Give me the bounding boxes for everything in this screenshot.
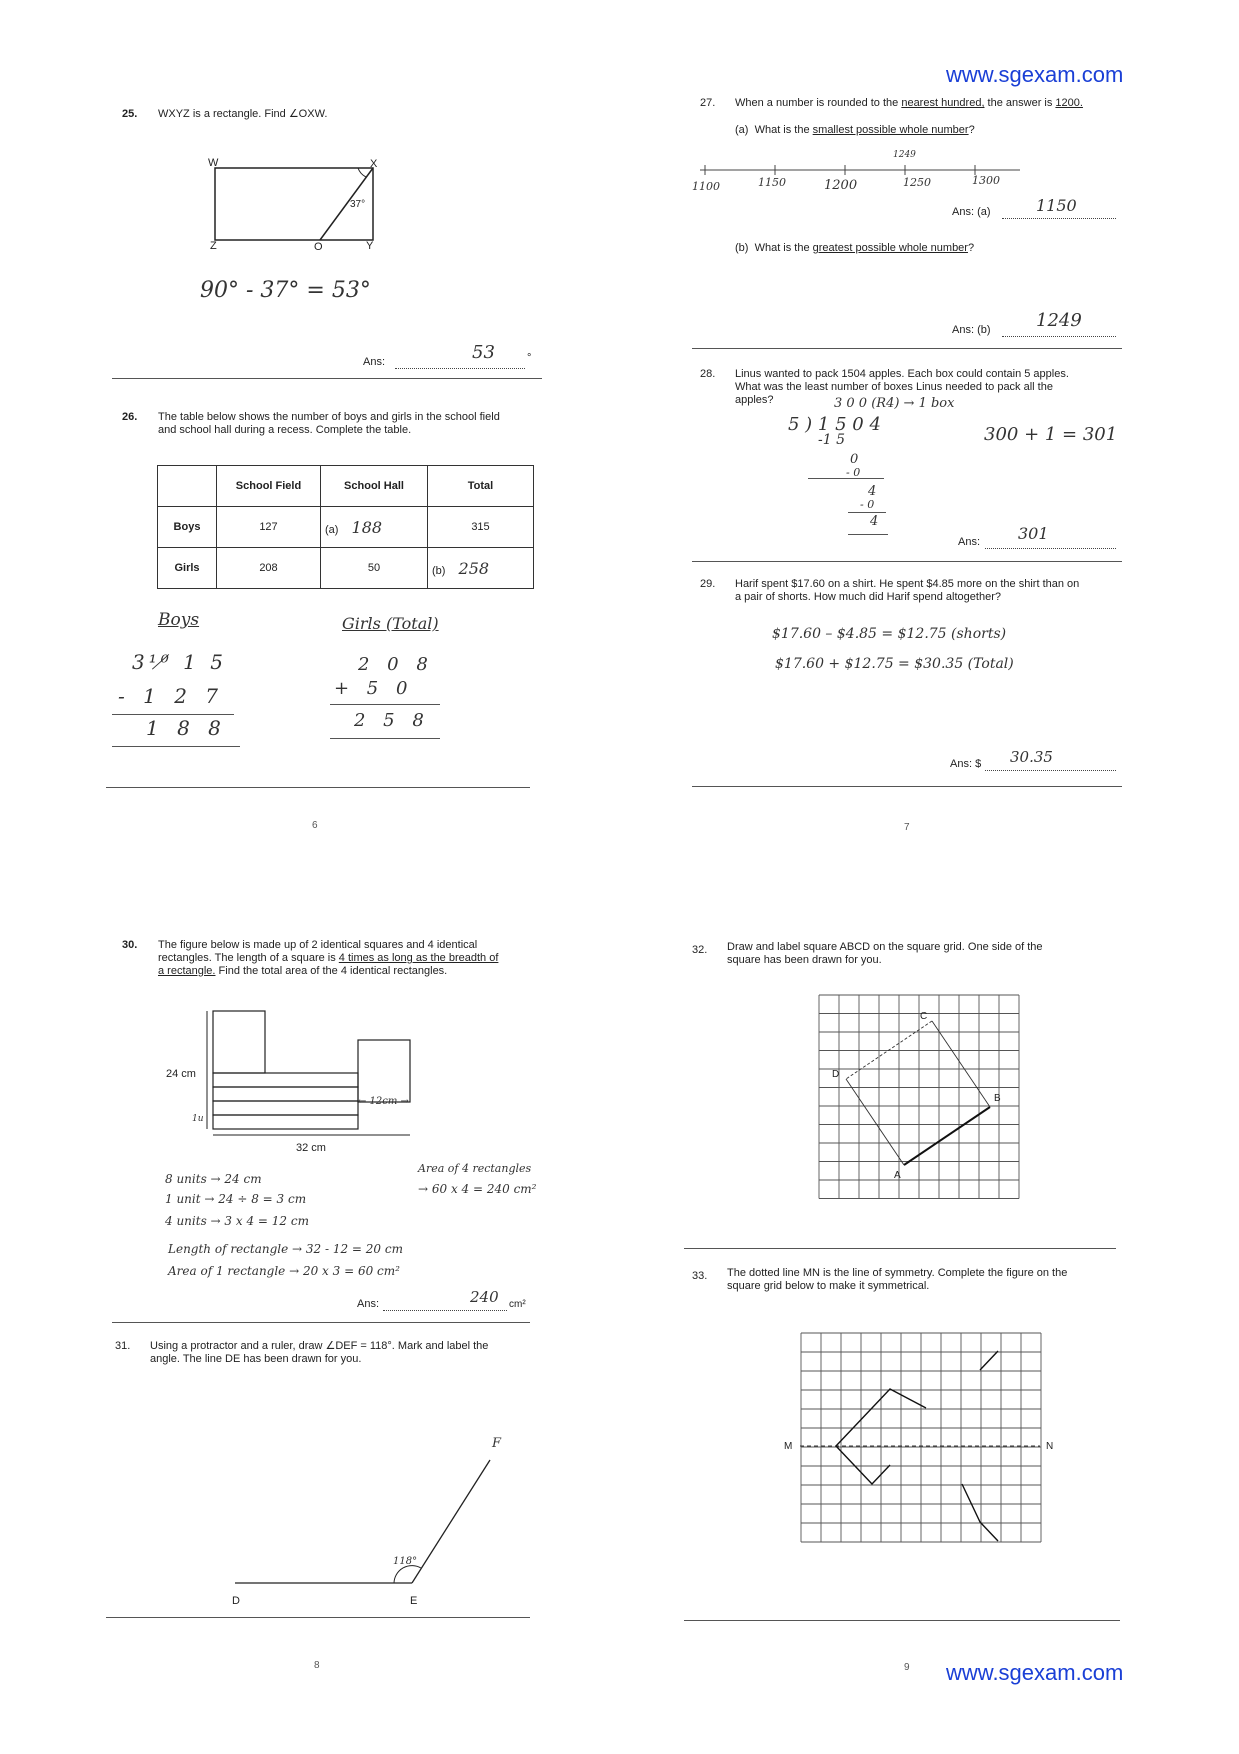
q26-work-girls-l3: 2 5 8 (354, 710, 430, 731)
table-cell-girls-total[interactable] (428, 548, 534, 589)
q30-text-l2-u: 4 times as long as the breadth of (338, 952, 499, 964)
q30-work-r1: Area of 4 rectangles (418, 1162, 532, 1175)
q28-divider (692, 561, 1122, 562)
table-cell: 208 (217, 548, 321, 589)
q33-text-l1: The dotted line MN is the line of symmetry. Complete the figure on the (727, 1267, 1068, 1279)
q27-tick-1250: 1250 (903, 176, 931, 189)
q30-rect-4 (213, 1115, 358, 1129)
q30-divider (112, 1322, 530, 1323)
q28-work-s4: 4 (868, 484, 877, 499)
page-number-6: 6 (312, 820, 318, 831)
q31-line-ef (412, 1460, 490, 1583)
q27-ans-b-label: Ans: (b) (952, 324, 991, 336)
q31-angle-118: 118° (393, 1556, 418, 1567)
site-watermark-top[interactable]: www.sgexam.com (946, 62, 1124, 87)
q26-girls-line1 (330, 704, 440, 705)
q27a-post: ? (968, 124, 975, 136)
q30-text-l2-pre: rectangles. The length of a square is (158, 952, 339, 964)
q25-answer: 53 (472, 342, 495, 363)
table-row (158, 507, 534, 548)
q30-dim-width: 32 cm (296, 1142, 326, 1154)
q27-text (735, 97, 1083, 110)
q30-square-right (358, 1040, 410, 1102)
q28-ans-label: Ans: (958, 536, 981, 548)
q28-text-l2: What was the least number of boxes Linus needed to pack all the (735, 381, 1053, 393)
page-number-7: 7 (904, 822, 910, 833)
q27a-text (735, 124, 975, 137)
q27-ans-a-label: Ans: (a) (952, 206, 991, 218)
q33-grid (800, 1332, 1042, 1562)
q27-tick-1150: 1150 (758, 176, 786, 189)
q33-text-l2: square grid below to make it symmetrical. (727, 1280, 930, 1292)
table-cell-boys-label: Boys (158, 507, 217, 548)
q25-text: WXYZ is a rectangle. Find ∠OXW. (158, 108, 328, 120)
q30-work-l3: 4 units → 3 x 4 = 12 cm (165, 1214, 309, 1228)
q25-divider (112, 378, 542, 379)
q32-grid-lines (819, 995, 1019, 1199)
q30-number: 30. (122, 939, 138, 951)
q29-divider (692, 786, 1122, 787)
q27b-tag: (b) (735, 242, 749, 254)
q25-label-w: W (208, 157, 219, 169)
q30-text-l1: The figure below is made up of 2 identical squares and 4 identical (158, 939, 478, 951)
table-cell: 50 (321, 548, 428, 589)
q29-ans-label: Ans: $ (950, 758, 982, 770)
q28-answer: 301 (1018, 524, 1049, 543)
q33-figure-top-right (980, 1351, 998, 1370)
q27-text-mid: the answer is (984, 97, 1056, 109)
q32-side-ab (904, 1107, 990, 1165)
q32-side-bc (932, 1021, 990, 1107)
q28-work-quotient: 3 0 0 (R4) → 1 box (834, 396, 955, 411)
q27a-u: smallest possible whole number (812, 124, 969, 136)
q33-figure-bottom-left (836, 1446, 890, 1484)
q27-ans-a-line (1002, 218, 1116, 219)
q26-work-boys-l2: - 1 2 7 (118, 684, 225, 708)
q28-work-s3: - 0 (846, 466, 861, 479)
q26-boys-line2 (112, 746, 240, 747)
q28-work-right: 300 + 1 = 301 (984, 424, 1118, 445)
q31-label-d: D (232, 1595, 240, 1607)
q32-number: 32. (692, 944, 708, 956)
q31-angle-figure (225, 1440, 515, 1590)
q26-work-boys-l1: 3¹⁰̸ 1 5 (132, 650, 227, 674)
q30-work-r2: → 60 x 4 = 240 cm² (418, 1182, 537, 1196)
q25-label-z: Z (210, 240, 217, 252)
q25-label-x: X (370, 158, 378, 170)
q30-figure (195, 1005, 425, 1155)
q26-work-girls-l1: 2 0 8 (358, 654, 434, 675)
q27b-text (735, 242, 974, 255)
q26-boys-line1 (112, 714, 234, 715)
q27-text-pre: When a number is rounded to the (735, 97, 902, 109)
q27b-post: ? (967, 242, 975, 254)
q28-number: 28. (700, 368, 716, 380)
table-cell: 315 (428, 507, 534, 548)
q25-answer-unit: ° (527, 352, 532, 364)
q32-label-b: B (994, 1093, 1001, 1104)
q27-tick-1100: 1100 (692, 180, 720, 193)
q30-rect-3 (213, 1101, 358, 1115)
q25-answer-line (395, 368, 525, 369)
answer-b: 258 (458, 558, 490, 578)
q32-label-a: A (894, 1170, 901, 1181)
q26-work-girls-title: Girls (Total) (342, 614, 439, 633)
q28-ans-line (985, 548, 1116, 549)
q25-label-o: O (314, 241, 323, 253)
q31-divider (106, 1617, 530, 1618)
q26-work-boys-l3: 1 8 8 (146, 716, 227, 740)
q25-label-y: Y (366, 240, 374, 252)
q29-text-l2: a pair of shorts. How much did Harif spend altogether? (735, 591, 1001, 603)
table-header: Total (428, 466, 534, 507)
q30-dim-height: 24 cm (166, 1068, 196, 1080)
q26-work-boys-title: Boys (158, 610, 200, 630)
q27a-tag: (a) (735, 124, 749, 136)
q25-ans-label: Ans: (363, 356, 386, 368)
page-number-9: 9 (904, 1662, 910, 1673)
q32-divider (684, 1248, 1116, 1249)
q30-answer-unit: cm² (509, 1299, 526, 1310)
q28-work-s5: - 0 (860, 498, 875, 511)
q27b-u: greatest possible whole number (812, 242, 968, 254)
q29-ans-line (985, 770, 1116, 771)
q25-number: 25. (122, 108, 138, 120)
answer-a: 188 (351, 517, 383, 537)
site-watermark-bottom[interactable]: www.sgexam.com (946, 1660, 1124, 1685)
q25-angle-arc (358, 168, 366, 177)
q30-rect-2 (213, 1087, 358, 1101)
q27a-pre: What is the (754, 124, 813, 136)
q30-text-l2 (158, 952, 498, 965)
q33-label-m: M (784, 1441, 793, 1452)
q30-work-l5: Area of 1 rectangle → 20 x 3 = 60 cm² (168, 1264, 400, 1278)
q33-divider (684, 1620, 1120, 1621)
q27-answer-a: 1150 (1036, 196, 1077, 215)
q30-ans-label: Ans: (357, 1298, 380, 1310)
q33-grid-lines (801, 1333, 1041, 1542)
q27-tick-1200: 1200 (824, 178, 858, 193)
q31-label-f: F (492, 1436, 502, 1451)
q33-number: 33. (692, 1270, 708, 1282)
q29-work-l1: $17.60 – $4.85 = $12.75 (shorts) (772, 626, 1007, 642)
q30-text-l3 (158, 965, 447, 978)
q28-work-line2 (848, 512, 886, 513)
q26-divider (106, 787, 530, 788)
q25-working: 90° - 37° = 53° (200, 278, 371, 303)
table-row (158, 548, 534, 589)
q30-dim-unit: 1u (192, 1114, 204, 1124)
q30-rect-1 (213, 1073, 358, 1087)
q27-answer-b: 1249 (1036, 310, 1082, 331)
q27-tick-1300: 1300 (972, 174, 1000, 187)
q28-work-s1: -1 5 (818, 432, 845, 448)
q30-text-l3-u: a rectangle. (158, 965, 216, 977)
q30-work-l2: 1 unit → 24 ÷ 8 = 3 cm (165, 1192, 307, 1206)
q30-text-l3-post: Find the total area of the 4 identical rectangles. (215, 965, 448, 977)
blank-tag-b: (b) (432, 564, 446, 577)
q27-text-u2: 1200. (1055, 97, 1083, 109)
blank-tag-a: (a) (325, 523, 339, 536)
q26-number: 26. (122, 411, 138, 423)
q28-work-s2: 0 (850, 452, 859, 467)
q31-number: 31. (115, 1340, 131, 1352)
q32-label-d: D (832, 1069, 840, 1080)
q28-work-line3 (848, 534, 888, 535)
table-cell: 127 (217, 507, 321, 548)
q28-work-line1 (808, 478, 884, 479)
page-number-8: 8 (314, 1660, 320, 1671)
q26-table (157, 465, 534, 589)
table-cell-boys-hall[interactable] (321, 507, 428, 548)
table-cell (158, 466, 217, 507)
q27-ans-b-line (1002, 336, 1116, 337)
q30-answer: 240 (470, 1288, 499, 1306)
q33-figure-bottom-right (962, 1484, 998, 1541)
q30-square-left (213, 1011, 265, 1073)
q26-girls-line2 (330, 738, 440, 739)
q32-label-c: C (920, 1011, 928, 1022)
q30-work-l4: Length of rectangle → 32 - 12 = 20 cm (168, 1242, 403, 1256)
table-cell-girls-label: Girls (158, 548, 217, 589)
table-header: School Hall (321, 466, 428, 507)
q30-dim-12: ← 12cm → (358, 1096, 409, 1107)
q32-text-l1: Draw and label square ABCD on the square grid. One side of the (727, 941, 1043, 953)
q31-label-e: E (410, 1595, 418, 1607)
q27b-pre: What is the (754, 242, 813, 254)
q26-text-line1: The table below shows the number of boys and girls in the school field (158, 411, 500, 423)
q29-number: 29. (700, 578, 716, 590)
q28-text-l1: Linus wanted to pack 1504 apples. Each box could contain 5 apples. (735, 368, 1069, 380)
q26-work-girls-l2: + 5 0 (334, 678, 414, 699)
q26-text-line2: and school hall during a recess. Complete the table. (158, 424, 412, 436)
q33-label-n: N (1046, 1441, 1054, 1452)
q28-work-division: 5 ) 1 5 0 4 (788, 414, 881, 435)
q27-number: 27. (700, 97, 716, 109)
q32-text-l2: square has been drawn for you. (727, 954, 882, 966)
q30-work-l1: 8 units → 24 cm (165, 1172, 262, 1186)
q28-work-s6: 4 (870, 514, 879, 529)
q29-text-l1: Harif spent $17.60 on a shirt. He spent $4.85 more on the shirt than on (735, 578, 1080, 590)
q31-text-l1: Using a protractor and a ruler, draw ∠DEF = 118°. Mark and label the (150, 1340, 489, 1352)
q27-note-1249: 1249 (893, 150, 916, 160)
q30-ans-line (383, 1310, 507, 1311)
q29-work-l2: $17.60 + $12.75 = $30.35 (Total) (775, 656, 1014, 672)
q32-side-da (846, 1079, 904, 1165)
q27-divider (692, 348, 1122, 349)
table-header: School Field (217, 466, 321, 507)
q25-angle-37: 37° (350, 199, 366, 210)
q29-answer: 30.35 (1010, 748, 1053, 766)
q31-text-l2: angle. The line DE has been drawn for you. (150, 1353, 362, 1365)
table-row (158, 466, 534, 507)
q27-text-u1: nearest hundred, (901, 97, 985, 109)
q28-text-l3: apples? (735, 394, 774, 406)
